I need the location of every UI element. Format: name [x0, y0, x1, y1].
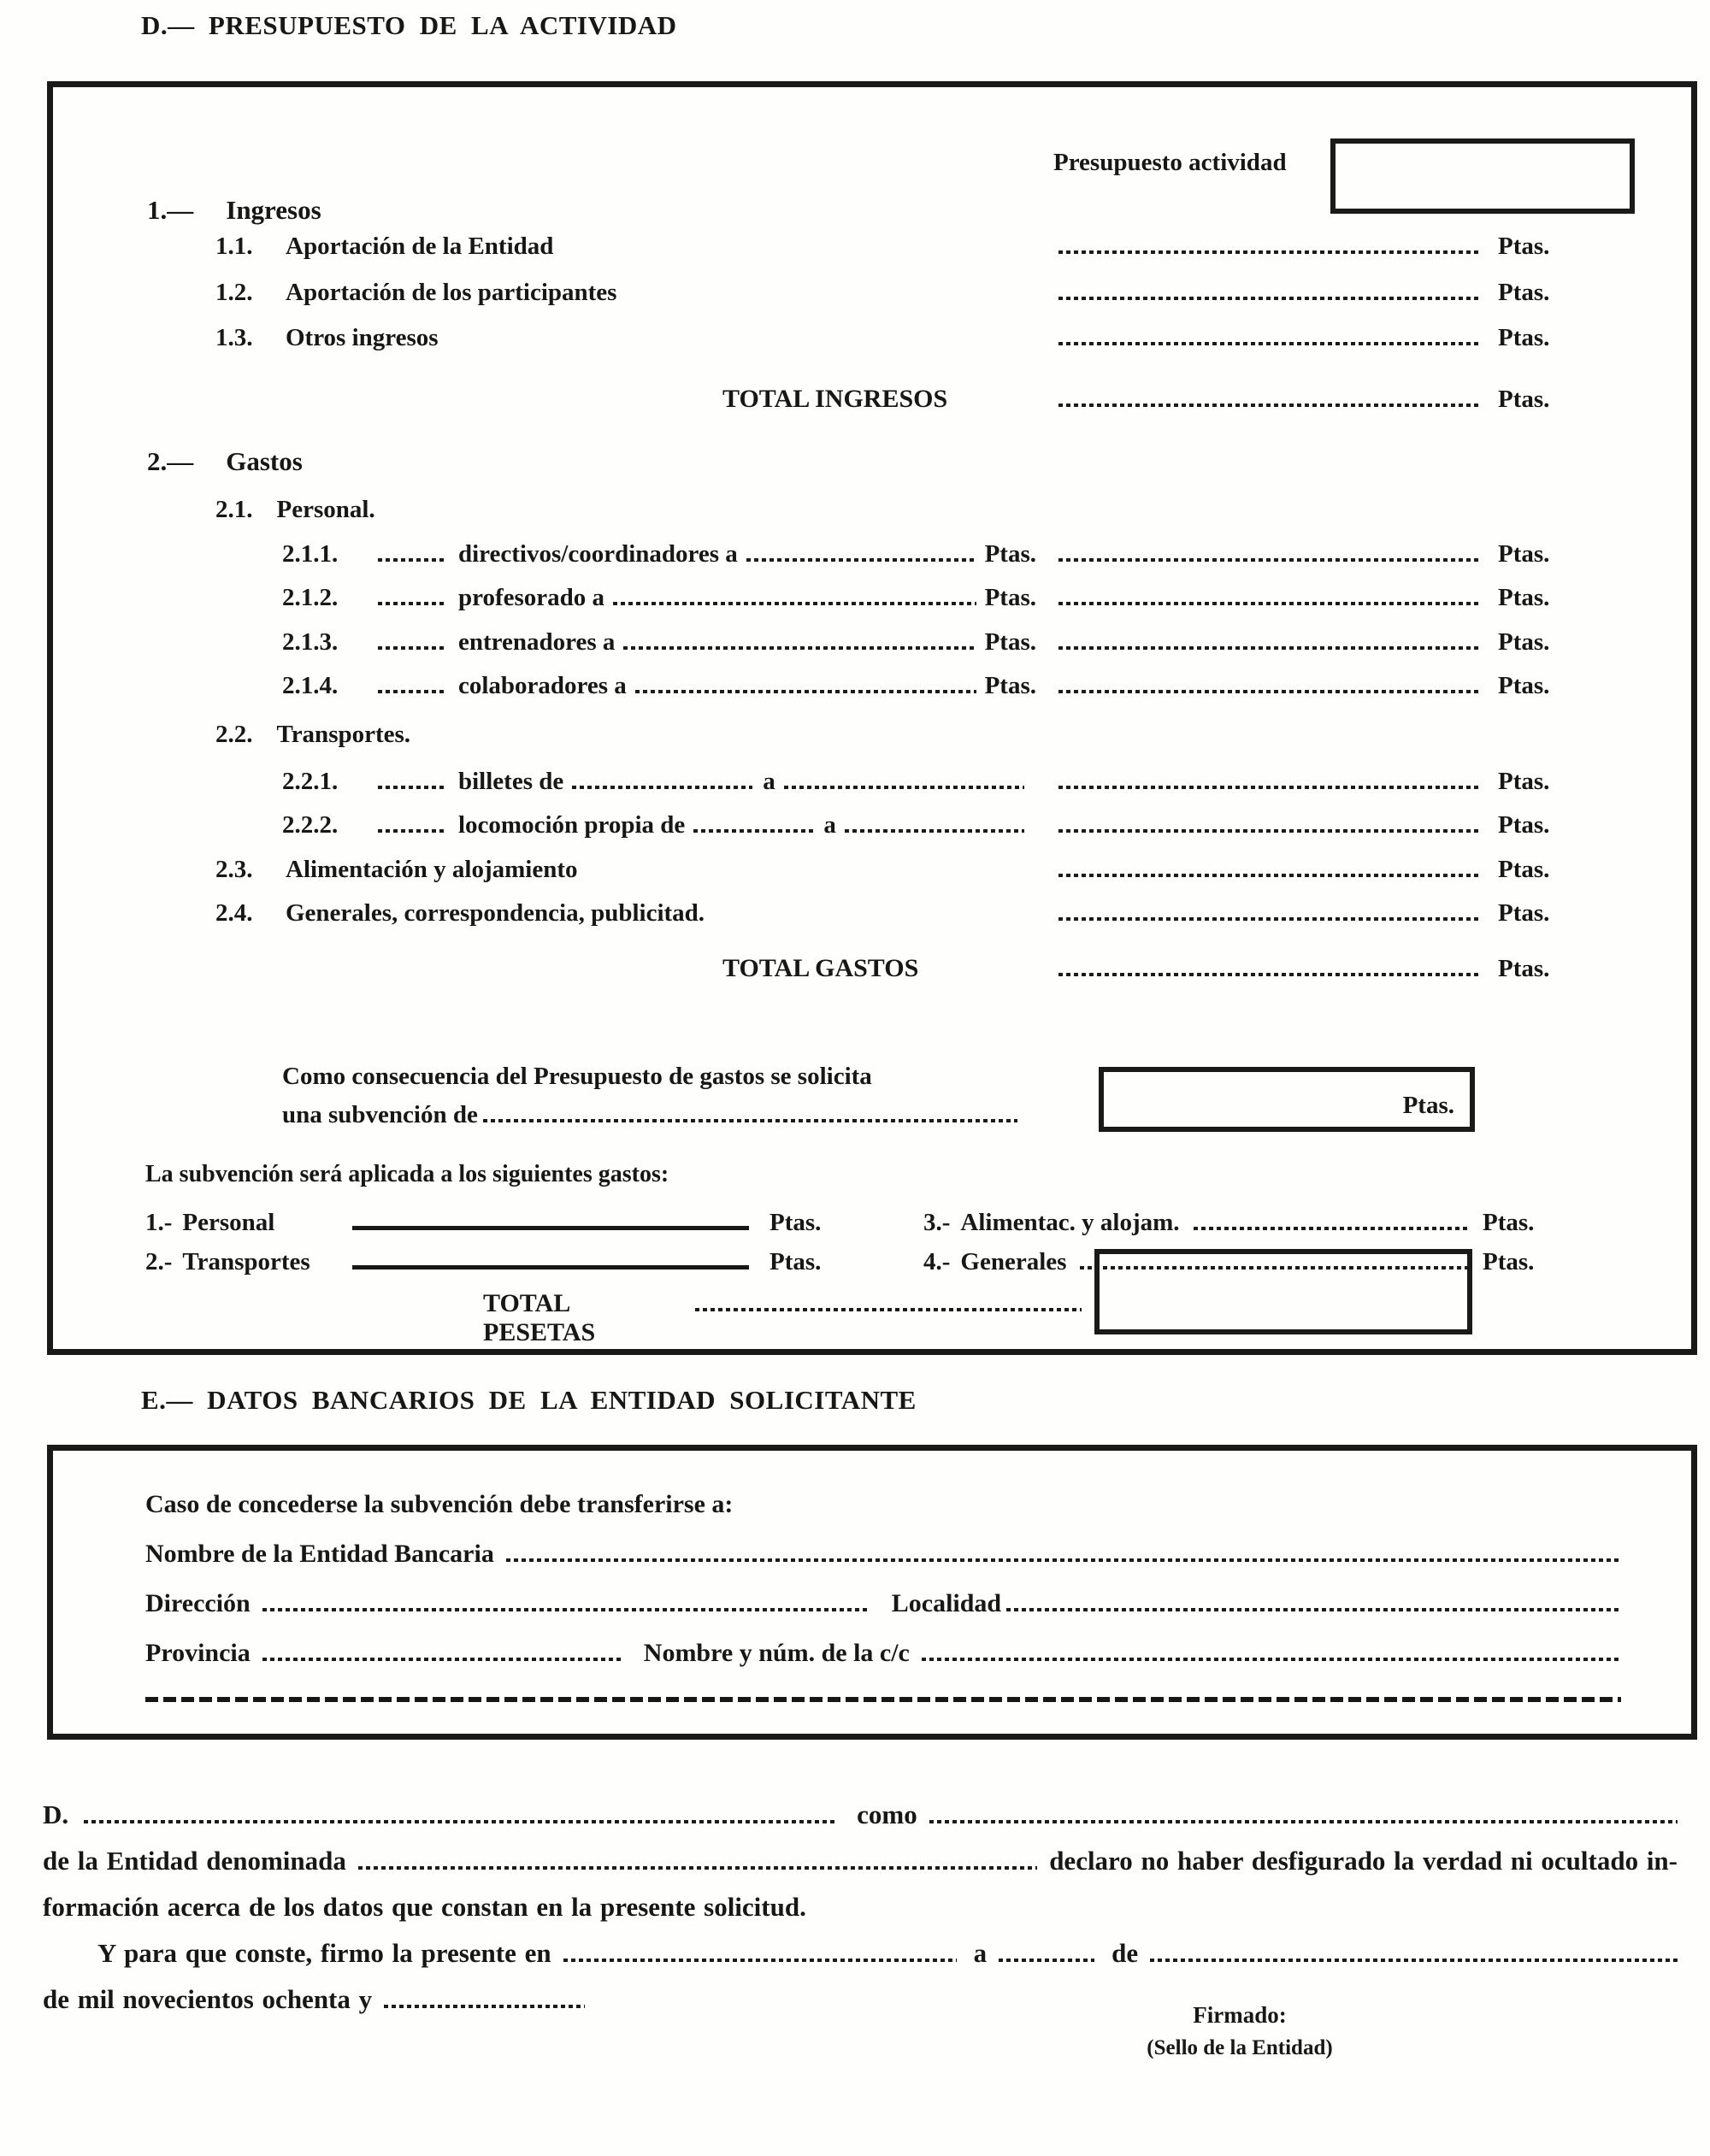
- item-number: 1.-: [145, 1209, 173, 1236]
- declaration-line-4: [43, 1938, 1678, 1969]
- bank-row-direccion: [145, 1589, 1621, 1618]
- declarant-label: D.: [43, 1800, 69, 1829]
- fill-line-dotted[interactable]: [262, 1608, 870, 1611]
- row-number: 2.3.: [215, 856, 253, 883]
- fill-line-dotted[interactable]: [1058, 786, 1479, 789]
- ptas-inline-label: Ptas.: [984, 540, 1036, 568]
- ptas-label: Ptas.: [1498, 856, 1550, 883]
- fill-line-dotted[interactable]: [746, 558, 976, 562]
- row-label-mid: a: [823, 811, 836, 839]
- line-text: a: [973, 1938, 988, 1968]
- signature-block: [1060, 2002, 1419, 2060]
- fill-line-dotted[interactable]: [693, 829, 813, 833]
- ptas-label: Ptas.: [1498, 386, 1550, 413]
- aplicacion-intro: La subvención será aplicada a los siguientes gastos:: [145, 1161, 669, 1187]
- ptas-label: Ptas.: [1498, 628, 1550, 656]
- fill-line-dotted[interactable]: [378, 646, 446, 650]
- fill-line-dotted[interactable]: [1058, 973, 1479, 976]
- ptas-label: Ptas.: [770, 1209, 822, 1236]
- fill-line-dotted[interactable]: [1058, 874, 1479, 877]
- item-label: Generales: [960, 1248, 1067, 1275]
- presupuesto-actividad-input-box[interactable]: [1330, 138, 1635, 214]
- fill-line-dotted[interactable]: [999, 1959, 1094, 1962]
- ptas-label: Ptas.: [1498, 233, 1550, 260]
- gastos-heading-title: Gastos: [226, 446, 303, 476]
- total-gastos-label: TOTAL GASTOS: [722, 954, 919, 982]
- fill-line-solid[interactable]: [352, 1226, 749, 1230]
- row-label: entrenadores a: [458, 628, 616, 656]
- fill-line-dotted[interactable]: [358, 1866, 1037, 1870]
- ptas-label: Ptas.: [1498, 955, 1550, 982]
- fill-line-dotted[interactable]: [378, 829, 446, 833]
- field-label: Localidad: [891, 1589, 1002, 1617]
- fill-line-dotted[interactable]: [1058, 342, 1479, 345]
- ingresos-row-1-2: [215, 279, 1571, 307]
- row-label: Alimentación y alojamiento: [286, 856, 578, 883]
- row-label: directivos/coordinadores a: [458, 540, 738, 568]
- declaration-line-3: [43, 1892, 1678, 1923]
- ptas-label: Ptas.: [1498, 279, 1550, 306]
- ingresos-heading-number: 1.—: [147, 195, 194, 225]
- field-label: Provincia: [145, 1639, 251, 1667]
- row-number: 1.3.: [215, 324, 253, 351]
- total-ingresos-label: TOTAL INGRESOS: [722, 385, 948, 413]
- total-gastos-row: [722, 954, 1571, 983]
- row-label: Otros ingresos: [286, 324, 439, 351]
- row-label-mid: a: [763, 768, 775, 795]
- personal-subheading-title: Personal.: [276, 496, 375, 523]
- gastos-heading: [147, 446, 303, 477]
- fill-line-dotted[interactable]: [378, 602, 446, 605]
- section-d-title: D.— PRESUPUESTO DE LA ACTIVIDAD: [141, 10, 677, 40]
- solicitud-line-2: [282, 1101, 1017, 1129]
- item-label: Alimentac. y alojam.: [960, 1209, 1180, 1236]
- fill-line-dotted[interactable]: [929, 1820, 1678, 1823]
- row-number: 2.1.1.: [282, 540, 339, 568]
- bank-row-provincia: [145, 1639, 1621, 1668]
- row-number: 2.4.: [215, 899, 253, 927]
- fill-line-dotted[interactable]: [378, 690, 446, 693]
- fill-line-dotted[interactable]: [1006, 1608, 1621, 1611]
- fill-line-dotted[interactable]: [563, 1959, 957, 1962]
- row-number: 1.2.: [215, 279, 253, 306]
- ptas-label: Ptas.: [1498, 672, 1550, 699]
- solicitud-line-2-text: una subvención de: [282, 1101, 478, 1128]
- row-label: Aportación de la Entidad: [286, 233, 554, 260]
- row-number: 2.2.1.: [282, 768, 339, 795]
- ptas-label: Ptas.: [1402, 1092, 1454, 1119]
- row-label: billetes de: [458, 768, 564, 795]
- fill-line-dotted[interactable]: [1058, 250, 1479, 254]
- item-label: Personal: [182, 1209, 275, 1236]
- field-label: Dirección: [145, 1589, 251, 1617]
- presupuesto-actividad-label: Presupuesto actividad: [1053, 149, 1287, 176]
- transportes-subheading-number: 2.2.: [215, 721, 253, 748]
- line-text: de la Entidad denominada: [43, 1846, 346, 1876]
- solicitud-line-1: Como consecuencia del Presupuesto de gastos se solicita: [282, 1063, 872, 1090]
- personal-row-2-1-1: [282, 540, 1571, 568]
- ptas-label: Ptas.: [1498, 324, 1550, 351]
- fill-line-dotted[interactable]: [384, 2005, 585, 2008]
- ptas-inline-label: Ptas.: [984, 672, 1036, 699]
- gastos-row-2-4: [215, 899, 1571, 928]
- gastos-heading-number: 2.—: [147, 446, 194, 476]
- aplicacion-row-1: [145, 1209, 1554, 1237]
- transportes-row-2-2-1: [282, 768, 1571, 796]
- transportes-row-2-2-2: [282, 811, 1571, 839]
- section-e-title: E.— DATOS BANCARIOS DE LA ENTIDAD SOLICITANTE: [141, 1385, 917, 1415]
- row-number: 2.1.2.: [282, 584, 339, 611]
- aplicacion-item-1: [145, 1209, 352, 1237]
- row-label: Aportación de los participantes: [286, 279, 617, 306]
- sello-label: (Sello de la Entidad): [1147, 2036, 1333, 2059]
- fill-line-dotted[interactable]: [922, 1658, 1621, 1661]
- fill-line-dotted[interactable]: [262, 1658, 622, 1661]
- fill-line-dotted[interactable]: [784, 786, 1024, 789]
- bank-row-entidad: [145, 1540, 1621, 1569]
- total-ingresos-row: [722, 385, 1571, 414]
- fill-line-dashed[interactable]: [145, 1697, 1621, 1702]
- field-label: Nombre y núm. de la c/c: [643, 1639, 910, 1667]
- row-number: 1.1.: [215, 233, 253, 260]
- personal-row-2-1-3: [282, 628, 1571, 657]
- bank-form-box: [47, 1445, 1697, 1740]
- subvencion-amount-box[interactable]: [1099, 1067, 1475, 1132]
- aplicacion-item-2: [145, 1248, 352, 1276]
- fill-line-dotted[interactable]: [1194, 1227, 1469, 1230]
- como-label: como: [857, 1800, 917, 1829]
- row-number: 2.1.4.: [282, 672, 339, 699]
- ptas-label: Ptas.: [1498, 811, 1550, 839]
- fill-line-dotted[interactable]: [1058, 829, 1479, 833]
- fill-line-dotted[interactable]: [1058, 558, 1479, 562]
- ptas-label: Ptas.: [1498, 768, 1550, 795]
- declaration-line-2: [43, 1846, 1678, 1876]
- fill-line-dotted[interactable]: [1150, 1959, 1678, 1962]
- ptas-label: Ptas.: [770, 1248, 822, 1275]
- aplicacion-item-3: [923, 1209, 1180, 1237]
- line-text: Y para que conste, firmo la presente en: [97, 1938, 551, 1968]
- transportes-subheading: [215, 721, 410, 749]
- row-label: colaboradores a: [458, 672, 627, 699]
- personal-row-2-1-4: [282, 672, 1571, 700]
- gastos-row-2-3: [215, 856, 1571, 884]
- ingresos-row-1-3: [215, 324, 1571, 352]
- item-number: 3.-: [923, 1209, 951, 1236]
- transportes-subheading-title: Transportes.: [276, 721, 411, 748]
- field-label: Nombre de la Entidad Bancaria: [145, 1540, 494, 1568]
- ingresos-row-1-1: [215, 233, 1571, 261]
- total-pesetas-amount-box[interactable]: [1094, 1249, 1472, 1334]
- ptas-inline-label: Ptas.: [984, 584, 1036, 611]
- fill-line-dotted[interactable]: [506, 1558, 1621, 1562]
- item-number: 2.-: [145, 1248, 173, 1275]
- fill-line-solid[interactable]: [352, 1265, 749, 1269]
- line-text: de: [1112, 1938, 1139, 1968]
- total-pesetas-label: TOTAL PESETAS: [483, 1289, 596, 1346]
- row-number: 2.1.3.: [282, 628, 339, 656]
- ptas-label: Ptas.: [1483, 1248, 1535, 1275]
- budget-form-box: [47, 81, 1697, 1355]
- item-label: Transportes: [182, 1248, 310, 1275]
- ptas-label: Ptas.: [1483, 1209, 1535, 1236]
- fill-line-dotted[interactable]: [1058, 602, 1479, 605]
- line-text: declaro no haber desfigurado la verdad ni ocultado in-: [1049, 1846, 1678, 1876]
- declaration-line-5: [43, 1984, 1678, 2015]
- fill-line-dotted[interactable]: [1058, 646, 1479, 650]
- row-label: profesorado a: [458, 584, 605, 611]
- firmado-label: Firmado:: [1193, 2002, 1287, 2028]
- fill-line-dotted[interactable]: [1058, 690, 1479, 693]
- fill-line-dotted[interactable]: [378, 558, 446, 562]
- fill-line-dotted[interactable]: [695, 1308, 1082, 1311]
- personal-row-2-1-2: [282, 584, 1571, 612]
- line-text: de mil novecientos ochenta y: [43, 1984, 373, 2014]
- fill-line-dotted[interactable]: [623, 646, 976, 650]
- fill-line-dotted[interactable]: [572, 786, 752, 789]
- fill-line-dotted[interactable]: [635, 690, 976, 693]
- item-number: 4.-: [923, 1248, 951, 1275]
- declaration-line-1: [43, 1800, 1678, 1830]
- bank-intro: Caso de concederse la subvención debe transferirse a:: [145, 1490, 734, 1518]
- row-label: Generales, correspondencia, publicitad.: [286, 899, 705, 927]
- fill-line-dotted[interactable]: [378, 786, 446, 789]
- fill-line-dotted[interactable]: [84, 1820, 836, 1823]
- ptas-label: Ptas.: [1498, 540, 1550, 568]
- ingresos-heading: [147, 195, 321, 226]
- personal-subheading: [215, 496, 375, 524]
- ptas-inline-label: Ptas.: [984, 628, 1036, 656]
- row-label: locomoción propia de: [458, 811, 686, 839]
- ptas-label: Ptas.: [1498, 584, 1550, 611]
- ingresos-heading-title: Ingresos: [226, 195, 321, 225]
- total-pesetas-row: [483, 1289, 1082, 1347]
- fill-line-dotted[interactable]: [613, 602, 976, 605]
- row-number: 2.2.2.: [282, 811, 339, 839]
- personal-subheading-number: 2.1.: [215, 496, 253, 523]
- fill-line-dotted[interactable]: [1058, 297, 1479, 300]
- fill-line-dotted[interactable]: [1058, 404, 1479, 407]
- line-text: formación acerca de los datos que constan en la presente solicitud.: [43, 1892, 806, 1922]
- ptas-label: Ptas.: [1498, 899, 1550, 927]
- fill-line-dotted[interactable]: [483, 1119, 1017, 1122]
- fill-line-dotted[interactable]: [845, 829, 1024, 833]
- fill-line-dotted[interactable]: [1058, 917, 1479, 921]
- aplicacion-item-4: [923, 1248, 1066, 1276]
